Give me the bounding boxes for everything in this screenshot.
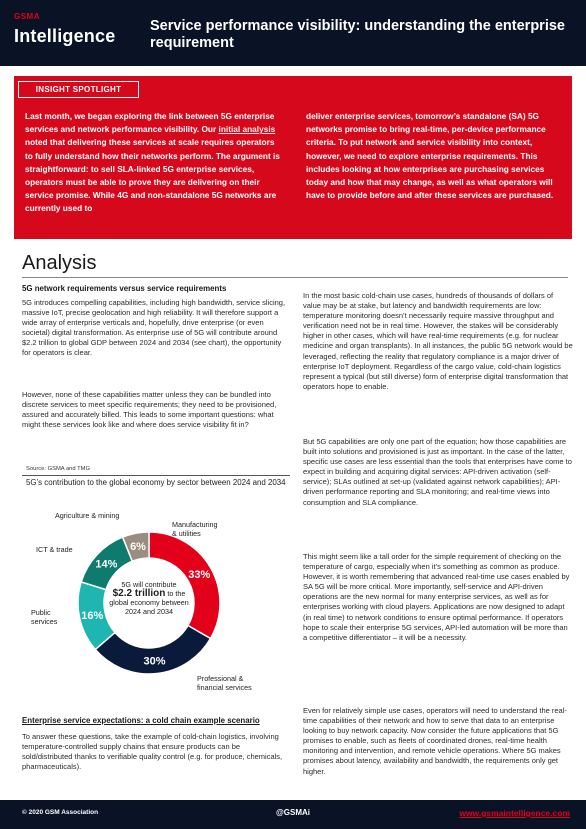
gsma-logo: GSMA bbox=[14, 12, 40, 21]
section-divider bbox=[22, 277, 568, 278]
insight-spotlight-tag: INSIGHT SPOTLIGHT bbox=[18, 81, 139, 98]
spotlight-text-1a: Last month, we began exploring the link between 5G enterprise services and network performance visibility. Our bbox=[25, 111, 275, 135]
label-agriculture-mining: Agriculture & mining bbox=[55, 511, 120, 520]
website-link[interactable]: www.gsmaintelligence.com bbox=[459, 808, 570, 818]
paragraph-capabilities-equation: But 5G capabilities are only one part of the equation; how those capabilities are built into solutions and provisioned is just as important. In the case of the latter, specific use cases are less essential than the tools that enterprises have come to expect in building and acquiring digital services: API-driven activation (self-service); SLAs outlined at set-up (validated against network capabilities); API-driven performance reporting and SLA monitoring; and real-time views into consumption and SLA compliance. bbox=[303, 437, 572, 507]
spotlight-text-1b: noted that delivering these services at scale requires operators to fully understand how their networks perform. The argument is straightforward: to sell SLA-linked 5G enterprise services, operators must be able to prove they are delivering on their service promise. While 4G and non-standalone 5G networks are currently used to bbox=[25, 137, 280, 214]
label-manufacturing: Manufacturing & utilities bbox=[172, 520, 218, 538]
chart-center-note: 5G will contribute $2.2 trillion to the global economy between 2024 and 2034 bbox=[109, 580, 189, 616]
paragraph-intro: 5G introduces compelling capabilities, including high bandwidth, service slicing, massive IoT, precise geolocation and high reliability. It will therefore support a wide array of enterprise verticals and, hopefully, drive enterprise (or even societal) digital transformation. As enterprise use of 5G will contribute around $2.2 trillion to global GDP between 2024 and 2034 (see chart), the opportunity for operators is clear. bbox=[22, 298, 286, 358]
analysis-heading: Analysis bbox=[22, 252, 97, 274]
initial-analysis-link[interactable]: initial analysis bbox=[218, 124, 276, 135]
twitter-handle[interactable]: @GSMAi bbox=[276, 808, 311, 817]
page-title: Service performance visibility: understanding the enterprise requirement bbox=[150, 18, 565, 51]
donut-value-label-0: 33% bbox=[188, 569, 211, 581]
paragraph-cold-chain: To answer these questions, take the example of cold-chain logistics, involving temperature-controlled supply chains that ensure products can be sold/distributed thanks to verifiable quality control (e.g. for produce, chemicals, pharmaceuticals). bbox=[22, 732, 283, 772]
donut-value-label-1: 30% bbox=[143, 655, 166, 668]
spotlight-column-1 bbox=[25, 110, 283, 216]
subheading-cold-chain: Enterprise service expectations: a cold chain example scenario bbox=[22, 716, 260, 725]
paragraph-capabilities: However, none of these capabilities matter unless they can be bundled into discrete services to meet specific requirements; they need to be provisioned, assured and accurately billed. This leads to some important questions: what might these services look like and where does service visibility fit in? bbox=[22, 390, 277, 430]
label-ict-trade: ICT & trade bbox=[36, 545, 73, 554]
paragraph-basic-cold-chain: In the most basic cold-chain use cases, hundreds of thousands of dollars of value may be at stake, but latency and bandwidth requirements are low: temperature monitoring doesn’t necessarily require massive throughput and verification need not be in real time. However, the stakes will be considerably higher in other cases, which will have real-time requirements (e.g. for nuclear medicine and organ transplants). In all instances, the public 5G network would be leveraged, reflecting the reality that regulatory compliance is a major driver of enterprise IoT deployment. Regardless of the cargo value, cold-chain logistics represent a typical (but still diverse) form of enterprise digital transformation that operators hope to enable. bbox=[303, 291, 573, 391]
chart-source: Source: GSMA and TMG bbox=[26, 466, 91, 472]
donut-value-label-3: 14% bbox=[95, 558, 118, 571]
insight-spotlight-box bbox=[14, 76, 572, 239]
subheading-network-requirements: 5G network requirements versus service requirements bbox=[22, 284, 227, 293]
label-public-services: Public services bbox=[31, 608, 58, 626]
page-footer bbox=[0, 800, 586, 829]
donut-value-label-2: 16% bbox=[81, 609, 104, 622]
paragraph-simple-use-cases: Even for relatively simple use cases, operators will need to understand the real-time capabilities of their network and how to serve that data to an enterprise looking to buy network capacity. Now consider the future applications that 5G promises to enable, such as fleets of coordinated drones, real-time health monitoring and intervention, and remote vehicle operations. Where 5G makes promises about latency, availability and bandwidth, the requirements only get higher. bbox=[303, 706, 567, 776]
spotlight-column-2: deliver enterprise services, tomorrow’s standalone (SA) 5G networks promise to bring real-time, per-device performance criteria. To put network and service visibility into context, however, we need to explore enterprise requirements. This includes looking at how enterprises are purchasing services today and how that may change, as well as what operators will have to provide before and after these services are purchased. bbox=[306, 111, 554, 201]
copyright-text: © 2020 GSM Association bbox=[22, 809, 99, 816]
paragraph-tall-order: This might seem like a tall order for the simple requirement of checking on the temperature of cargo, especially when it’s something as common as produce. However, it is worth remembering that advanced real-time use cases enabled by SA 5G will be more critical. More importantly, self-service and API-driven operations are the new normal for many enterprise services, as well as for enterprises working with cloud players. Applications are now designed to adapt (in real time) to network conditions to ensure optimal performance. If operators hope to scale their enterprise 5G services, API-led automation will be more than a competitive differentiator – it will be a necessity. bbox=[303, 552, 570, 642]
intelligence-logo: Intelligence bbox=[14, 26, 116, 46]
sector-contribution-chart bbox=[22, 463, 290, 703]
chart-title: 5G’s contribution to the global economy by sector between 2024 and 2034 bbox=[26, 478, 286, 487]
label-professional: Professional & financial services bbox=[197, 674, 252, 692]
page-header bbox=[0, 0, 586, 66]
donut-value-label-4: 6% bbox=[130, 541, 146, 554]
